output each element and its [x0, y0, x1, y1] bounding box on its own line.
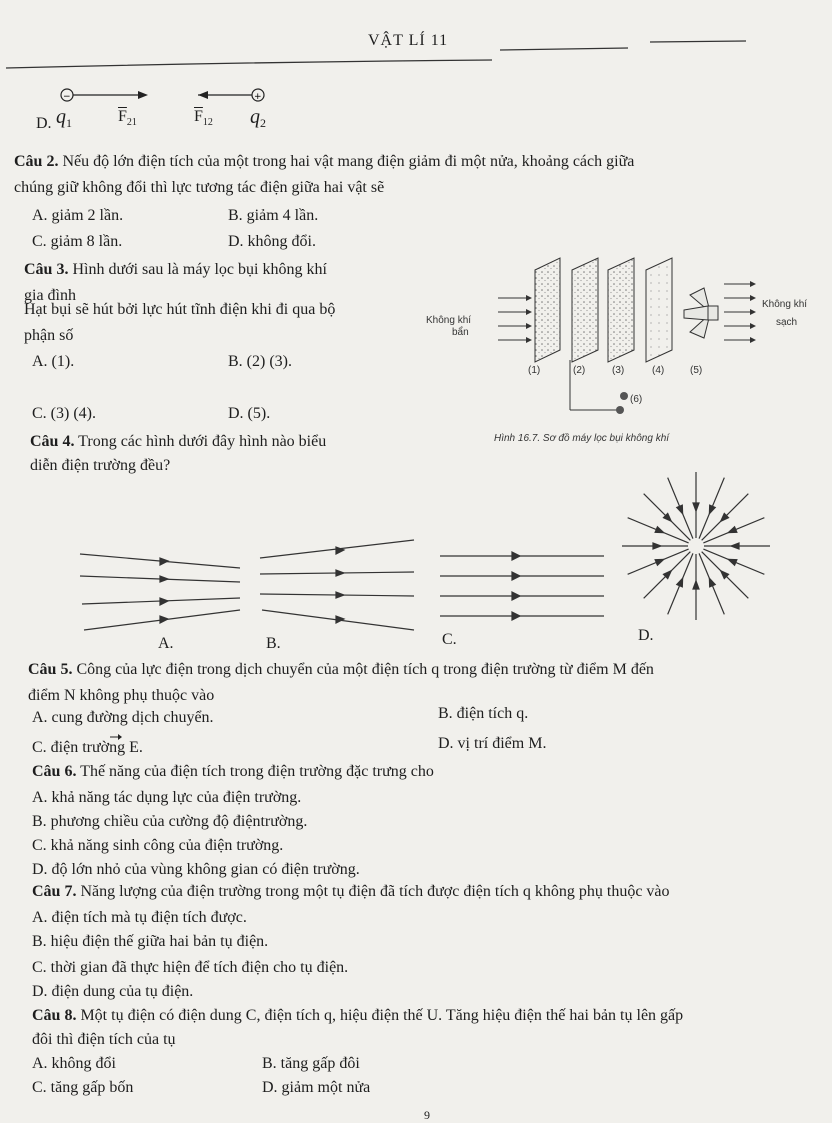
filter-4: [646, 258, 672, 362]
radial-field-arrow: [677, 505, 683, 514]
q6-option-b[interactable]: B. phương chiều của cường độ điệntrường.: [32, 813, 308, 830]
q3-stem-line4: phận số: [24, 327, 74, 344]
fig-in-label-2: bẩn: [452, 327, 469, 338]
q5-option-d[interactable]: D. vị trí điểm M.: [438, 735, 547, 752]
fig-part-5: (5): [690, 365, 703, 376]
q6-option-c[interactable]: C. khả năng sinh công của điện trường.: [32, 837, 284, 854]
radial-field-arrow: [709, 578, 715, 587]
plus-sign: +: [254, 92, 262, 102]
figure-d: [622, 472, 770, 620]
q3-option-d[interactable]: D. (5).: [228, 405, 271, 422]
q2-option-b[interactable]: B. giảm 4 lần.: [228, 207, 319, 224]
q5-option-c[interactable]: C. điện trường E.: [32, 739, 143, 756]
q7-stem: Câu 7. Năng lượng của điện trường trong một tụ điện đã tích được điện tích q không phụ thuộc vào: [32, 883, 670, 900]
minus-sign: −: [63, 92, 71, 102]
q1-charge-diagram: [40, 78, 340, 138]
fig-in-label-1: Không khí: [426, 315, 472, 326]
q2-label: $q_2$: [250, 106, 266, 131]
radial-field-arrow: [653, 543, 661, 549]
q5-option-b[interactable]: B. điện tích q.: [438, 705, 529, 722]
q6-option-a[interactable]: A. khả năng tác dụng lực của điện trường.: [32, 789, 302, 806]
q4-stem-line2: diễn điện trường đều?: [30, 457, 171, 474]
fig-out-label-1: Không khí: [762, 299, 808, 310]
q3-option-b[interactable]: B. (2) (3).: [228, 353, 292, 370]
q4-label-a[interactable]: A.: [158, 635, 174, 652]
q3-option-c[interactable]: C. (3) (4).: [32, 405, 96, 422]
fig-part-1: (1): [528, 365, 541, 376]
filter-3: [608, 258, 634, 362]
q5-stem-line1: Câu 5. Công của lực điện trong dịch chuyển của một điện tích q trong điện trường từ điểm M đến: [28, 661, 654, 678]
q4-label-b[interactable]: B.: [266, 635, 281, 652]
radial-field-arrow: [693, 581, 699, 589]
radial-field-arrow: [677, 578, 683, 587]
q5-option-a[interactable]: A. cung đường dịch chuyển.: [32, 709, 214, 726]
q3-stem-line1: Câu 3. Hình dưới sau là máy lọc bụi không khí: [24, 261, 327, 278]
radial-field-arrow: [655, 559, 664, 565]
q8-option-d[interactable]: D. giảm một nửa: [262, 1079, 371, 1096]
q2-option-c[interactable]: C. giảm 8 lần.: [32, 233, 123, 250]
radial-field-arrow: [655, 527, 664, 533]
radial-field-arrow: [709, 505, 715, 514]
q4-figures: [0, 460, 832, 660]
q7-option-c[interactable]: C. thời gian đã thực hiện để tích điện cho tụ điện.: [32, 959, 349, 976]
fan-icon: [684, 288, 718, 338]
q2-option-d[interactable]: D. không đổi.: [228, 233, 316, 250]
q1-label: $q_1$: [56, 106, 72, 131]
fig-part-3: (3): [612, 365, 625, 376]
q5-stem-line2: điểm N không phụ thuộc vào: [28, 687, 215, 704]
radial-field-arrow: [728, 527, 737, 533]
q7-option-b[interactable]: B. hiệu điện thế giữa hai bản tụ điện.: [32, 933, 269, 950]
ion-dot-1: [620, 392, 628, 400]
q4-label-c[interactable]: C.: [442, 631, 457, 648]
f12-label: $\overline{F}_{12}$: [194, 108, 213, 129]
q8-option-b[interactable]: B. tăng gấp đôi: [262, 1055, 360, 1072]
radial-field-arrow: [693, 503, 699, 511]
q8-option-a[interactable]: A. không đổi: [32, 1055, 116, 1072]
q7-option-d[interactable]: D. điện dung của tụ điện.: [32, 983, 194, 1000]
q2-stem-line1: Câu 2. Nếu độ lớn điện tích của một trong hai vật mang điện giảm đi một nửa, khoảng cách giữa: [14, 153, 635, 170]
radial-field-arrow: [728, 559, 737, 565]
ion-dot-2: [616, 406, 624, 414]
vector-e-arrow-icon: [110, 734, 122, 740]
q7-option-a[interactable]: A. điện tích mà tụ điện tích được.: [32, 909, 247, 926]
q8-option-c[interactable]: C. tăng gấp bốn: [32, 1079, 134, 1096]
fig-caption: Hình 16.7. Sơ đồ máy lọc bụi không khí: [494, 433, 670, 444]
q3-stem-line2: gia đình: [24, 287, 76, 304]
q2-option-a[interactable]: A. giảm 2 lần.: [32, 207, 124, 224]
q6-option-d[interactable]: D. độ lớn nhỏ của vùng không gian có điện trường.: [32, 861, 360, 878]
figure-c: [440, 552, 604, 620]
fig-part-6: (6): [630, 394, 643, 405]
header-rules: [0, 0, 832, 80]
header-title: VẬT LÍ 11: [368, 32, 449, 49]
f21-label: $\overline{F}_{21}$: [118, 108, 137, 129]
q3-stem-line3: Hạt bụi sẽ hút bởi lực hút tĩnh điện khi đi qua bộ: [24, 301, 336, 318]
figure-a: [80, 554, 240, 630]
fig-part-2: (2): [573, 365, 586, 376]
air-purifier-diagram: [480, 240, 820, 440]
page-number: 9: [424, 1108, 430, 1122]
figure-b: [260, 540, 414, 630]
filter-1: [535, 258, 560, 362]
q6-stem: Câu 6. Thế năng của điện tích trong điện trường đặc trưng cho: [32, 763, 434, 780]
q4-label-d[interactable]: D.: [638, 627, 654, 644]
fig-part-4: (4): [652, 365, 665, 376]
filter-2: [572, 258, 598, 362]
radial-field-arrow: [731, 543, 739, 549]
q8-stem-line1: Câu 8. Một tụ điện có điện dung C, điện tích q, hiệu điện thế U. Tăng hiệu điện thế hai bản tụ lên gấp: [32, 1007, 684, 1024]
q2-stem-line2: chúng giữ không đổi thì lực tương tác điện giữa hai vật sẽ: [14, 179, 385, 196]
q1-option-d-label: D.: [36, 115, 52, 132]
fig-out-label-2: sạch: [776, 317, 798, 328]
q4-stem-line1: Câu 4. Trong các hình dưới đây hình nào biểu: [30, 433, 327, 450]
q8-stem-line2: đôi thì điện tích của tụ: [32, 1031, 176, 1048]
q3-option-a[interactable]: A. (1).: [32, 353, 75, 370]
inlet-arrows: [498, 298, 526, 340]
